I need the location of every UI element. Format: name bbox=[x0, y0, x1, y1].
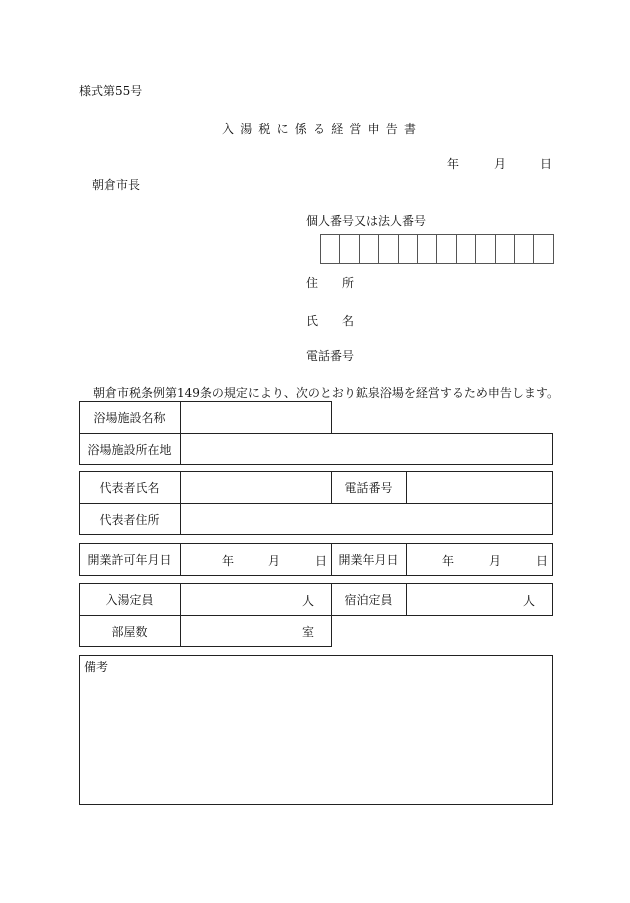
rep-phone-label: 電話番号 bbox=[344, 480, 393, 495]
date-month-label: 月 bbox=[494, 157, 507, 171]
id-digit-box bbox=[399, 235, 418, 263]
lodging-capacity-unit: 人 bbox=[523, 594, 536, 608]
id-digit-box bbox=[437, 235, 456, 263]
address-label: 住 所 bbox=[306, 276, 355, 290]
id-digit-box bbox=[360, 235, 379, 263]
form-number: 様式第55号 bbox=[79, 84, 143, 98]
rep-address-label: 代表者住所 bbox=[99, 512, 160, 527]
id-digit-box bbox=[515, 235, 534, 263]
id-digit-box bbox=[321, 235, 340, 263]
id-digit-box bbox=[418, 235, 437, 263]
section2-divider bbox=[406, 471, 407, 503]
date-day-label: 日 bbox=[540, 157, 553, 171]
section2-divider bbox=[180, 471, 181, 535]
open-year-label: 年 bbox=[442, 554, 455, 568]
statement-text: 朝倉市税条例第149条の規定により、次のとおり鉱泉浴場を経営するため申告します。 bbox=[93, 386, 559, 400]
lodging-capacity-label: 宿泊定員 bbox=[344, 593, 393, 607]
permit-day-label: 日 bbox=[315, 554, 328, 568]
rooms-label: 部屋数 bbox=[111, 624, 148, 639]
facility-location-label: 浴場施設所在地 bbox=[87, 442, 172, 457]
remarks-box bbox=[79, 655, 553, 805]
open-month-label: 月 bbox=[489, 554, 502, 568]
id-number-boxes bbox=[320, 234, 554, 264]
date-year-label: 年 bbox=[447, 157, 460, 171]
phone-label: 電話番号 bbox=[306, 349, 355, 363]
bath-capacity-unit: 人 bbox=[302, 594, 315, 608]
bath-capacity-label: 入湯定員 bbox=[105, 593, 154, 607]
name-label: 氏 名 bbox=[306, 314, 355, 328]
rooms-unit: 室 bbox=[302, 625, 315, 639]
id-digit-box bbox=[457, 235, 476, 263]
remarks-label: 備考 bbox=[84, 660, 109, 674]
facility-name-label: 浴場施設名称 bbox=[93, 411, 166, 425]
id-digit-box bbox=[379, 235, 398, 263]
id-digit-box bbox=[476, 235, 495, 263]
permit-year-label: 年 bbox=[222, 554, 235, 568]
id-digit-box bbox=[340, 235, 359, 263]
rep-name-label: 代表者氏名 bbox=[99, 480, 160, 495]
addressee: 朝倉市長 bbox=[92, 178, 141, 192]
id-digit-box bbox=[496, 235, 515, 263]
open-day-label: 日 bbox=[536, 554, 549, 568]
id-digit-box bbox=[534, 235, 552, 263]
document-title: 入湯税に係る経営申告書 bbox=[222, 122, 423, 136]
section4-divider bbox=[406, 583, 407, 616]
section3-divider bbox=[406, 543, 407, 576]
section3-divider bbox=[180, 543, 181, 576]
section4-divider bbox=[180, 583, 181, 647]
permit-month-label: 月 bbox=[268, 554, 281, 568]
id-number-label: 個人番号又は法人番号 bbox=[306, 214, 427, 228]
open-date-label: 開業年月日 bbox=[338, 553, 399, 567]
permit-date-label: 開業許可年月日 bbox=[87, 553, 172, 567]
